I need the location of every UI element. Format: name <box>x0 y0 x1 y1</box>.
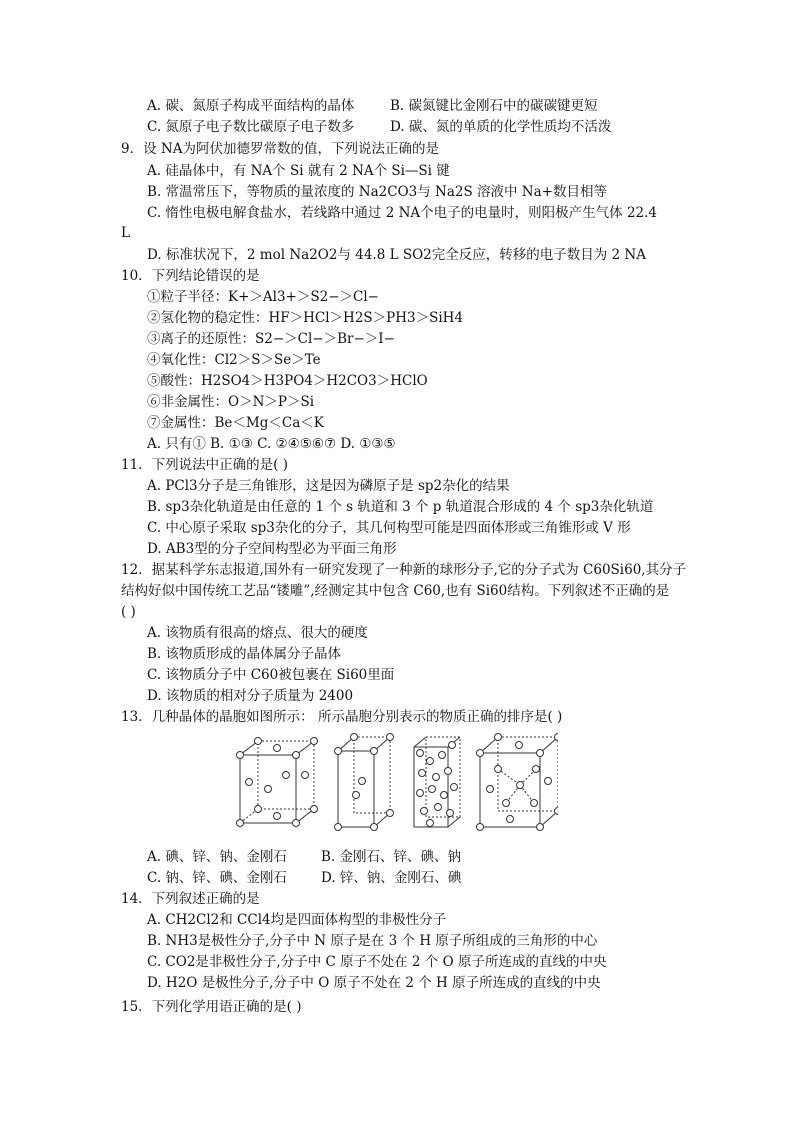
q14-stem: 14．下列叙述正确的是 <box>121 891 260 907</box>
q8-option-a: A. 碳、氮原子构成平面结构的晶体 <box>147 98 355 114</box>
q14-option-b: B. NH3是极性分子,分子中 N 原子是在 3 个 H 原子所组成的三角形的中心 <box>147 933 598 949</box>
q10-item-4: ④氧化性：Cl2＞S＞Se＞Te <box>147 352 321 368</box>
unit-cell-2 <box>335 734 394 831</box>
q10-stem: 10．下列结论错误的是 <box>121 268 260 284</box>
q12-option-b: B. 该物质形成的晶体属分子晶体 <box>147 646 342 662</box>
q12-stem-line-1: 12．据某科学东志报道,国外有一研究发现了一种新的球形分子,它的分子式为 C60Si60,其分子 <box>121 562 687 578</box>
crystal-unit-cells-figure <box>236 733 558 835</box>
q10-options: A. 只有① B. ①③ C. ②④⑤⑥⑦ D. ①③⑤ <box>147 436 396 452</box>
q8-option-b: B. 碳氮键比金刚石中的碳碳键更短 <box>390 98 598 114</box>
q9-option-c: C. 惰性电极电解食盐水，若线路中通过 2 NA个电子的电量时，则阳极产生气体 22.4 <box>147 205 658 221</box>
q12-stem-line-2: 结构好似中国传统工艺品“镂雕”,经测定其中包含 C60,也有 Si60结构。下列叙述不正确的是 <box>121 583 670 599</box>
q9-option-b: B. 常温常压下，等物质的量浓度的 Na2CO3与 Na2S 溶液中 Na+数目相等 <box>147 184 607 200</box>
q13-option-d: D. 锌、钠、金刚石、碘 <box>321 870 462 886</box>
q8-option-d: D. 碳、氮的单质的化学性质均不活泼 <box>390 119 612 135</box>
q9-option-a: A. 硅晶体中，有 NA个 Si 就有 2 NA个 Si—Si 键 <box>147 163 450 179</box>
q8-option-c: C. 氮原子电子数比碳原子电子数多 <box>147 119 355 135</box>
q10-item-5: ⑤酸性：H2SO4＞H3PO4＞H2CO3＞HClO <box>147 373 428 389</box>
unit-cell-4 <box>477 734 559 831</box>
q10-item-6: ⑥非金属性：O＞N＞P＞Si <box>147 394 315 410</box>
q11-stem: 11．下列说法中正确的是( ) <box>121 457 289 473</box>
q14-option-d: D. H2O 是极性分子,分子中 O 原子不处在 2 个 H 原子所连成的直线的中央 <box>147 975 601 991</box>
q13-option-a: A. 碘、锌、钠、金刚石 <box>147 849 287 865</box>
q15-stem: 15．下列化学用语正确的是( ) <box>121 999 302 1015</box>
q11-option-a: A. PCl3分子是三角锥形，这是因为磷原子是 sp2杂化的结果 <box>147 478 510 494</box>
q9-option-d: D. 标准状况下，2 mol Na2O2与 44.8 L SO2完全反应，转移的电子数目为 2 NA <box>147 247 646 263</box>
q9-option-c-continued: L <box>121 225 130 241</box>
q14-option-a: A. CH2Cl2和 CCl4均是四面体构型的非极性分子 <box>147 912 447 928</box>
q9-stem: 9．设 NA为阿伏加德罗常数的值，下列说法正确的是 <box>121 141 439 157</box>
q12-option-d: D. 该物质的相对分子质量为 2400 <box>147 688 354 704</box>
q10-item-3: ③离子的还原性：S2−＞Cl−＞Br−＞I− <box>147 331 395 347</box>
q14-option-c: C. CO2是非极性分子,分子中 C 原子不处在 2 个 O 原子所连成的直线的中央 <box>147 954 607 970</box>
q12-option-c: C. 该物质分子中 C60被包裹在 Si60里面 <box>147 667 395 683</box>
unit-cell-1 <box>237 738 318 827</box>
q11-option-c: C. 中心原子采取 sp3杂化的分子，其几何构型可能是四面体形或三角锥形或 V 形 <box>147 520 631 536</box>
unit-cell-3 <box>414 737 460 827</box>
q12-option-a: A. 该物质有很高的熔点、很大的硬度 <box>147 625 368 641</box>
q10-item-2: ②氢化物的稳定性：HF＞HCl＞H2S＞PH3＞SiH4 <box>147 310 464 326</box>
q11-option-d: D. AB3型的分子空间构型必为平面三角形 <box>147 541 397 557</box>
q13-stem: 13．几种晶体的晶胞如图所示： 所示晶胞分别表示的物质正确的排序是( ) <box>121 709 563 725</box>
q10-item-7: ⑦金属性：Be＜Mg＜Ca＜K <box>147 415 324 431</box>
q12-stem-line-3: ( ) <box>121 604 136 620</box>
q13-option-b: B. 金刚石、锌、碘、钠 <box>321 849 462 865</box>
q10-item-1: ①粒子半径：K+＞Al3+＞S2−＞Cl− <box>147 289 379 305</box>
q11-option-b: B. sp3杂化轨道是由任意的 1 个 s 轨道和 3 个 p 轨道混合形成的 4 个 sp3杂化轨道 <box>147 499 654 515</box>
q13-option-c: C. 钠、锌、碘、金刚石 <box>147 870 287 886</box>
